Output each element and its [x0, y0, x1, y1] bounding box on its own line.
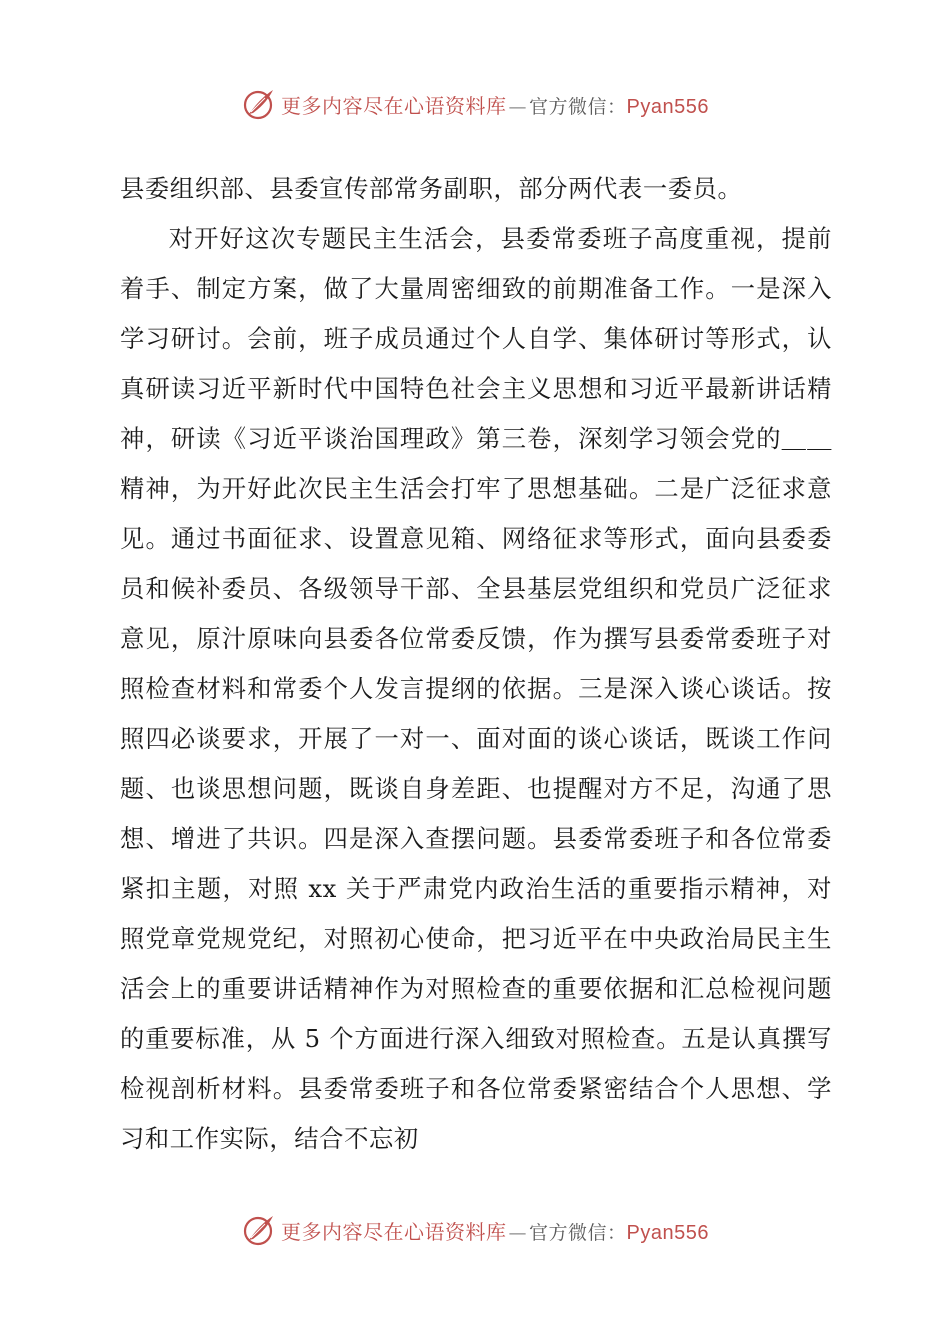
watermark-separator: —	[508, 1222, 527, 1244]
header-watermark-banner	[0, 84, 950, 124]
document-body	[120, 164, 832, 1164]
paragraph-continuation: 县委组织部、县委宣传部常务副职，部分两代表一委员。	[120, 174, 743, 203]
watermark-text	[281, 1216, 709, 1245]
watermark-label: 官方微信：	[529, 95, 627, 118]
watermark-text	[281, 90, 709, 119]
watermark-account-id: Pyan556	[626, 1221, 709, 1244]
quill-logo-icon	[241, 86, 277, 122]
quill-logo-icon	[241, 1212, 277, 1248]
watermark-separator: —	[508, 96, 527, 118]
watermark-account-id: Pyan556	[626, 95, 709, 118]
paragraph-preparation: 对开好这次专题民主生活会，县委常委班子高度重视，提前着手、制定方案，做了大量周密细致的前期准备工作。一是深入学习研讨。会前，班子成员通过个人自学、集体研讨等形式，认真研读习近平新时代中国特色社会主义思想和习近平最新讲话精神，研读《习近平谈治国理政》第三卷，深刻学习领会党的＿＿精神，为开好此次民主生活会打牢了思想基础。二是广泛征求意见。通过书面征求、设置意见箱、网络征求等形式，面向县委委员和候补委员、各级领导干部、全县基层党组织和党员广泛征求意见，原汁原味向县委各位常委反馈，作为撰写县委常委班子对照检查材料和常委个人发言提纲的依据。三是深入谈心谈话。按照四必谈要求，开展了一对一、面对面的谈心谈话，既谈工作问题、也谈思想问题，既谈自身差距、也提醒对方不足，沟通了思想、增进了共识。四是深入查摆问题。县委常委班子和各位常委紧扣主题，对照 xx 关于严肃党内政治生活的重要指示精神，对照党章党规党纪，对照初心使命，把习近平在中央政治局民主生活会上的重要讲话精神作为对照检查的重要依据和汇总检视问题的重要标准，从 5 个方面进行深入细致对照检查。五是认真撰写检视剖析材料。县委常委班子和各位常委紧密结合个人思想、学习和工作实际，结合不忘初	[120, 224, 832, 1153]
watermark-brand: 更多内容尽在心语资料库	[281, 1219, 507, 1244]
footer-watermark-banner	[0, 1210, 950, 1250]
watermark-label: 官方微信：	[529, 1221, 627, 1244]
watermark-brand: 更多内容尽在心语资料库	[281, 93, 507, 118]
